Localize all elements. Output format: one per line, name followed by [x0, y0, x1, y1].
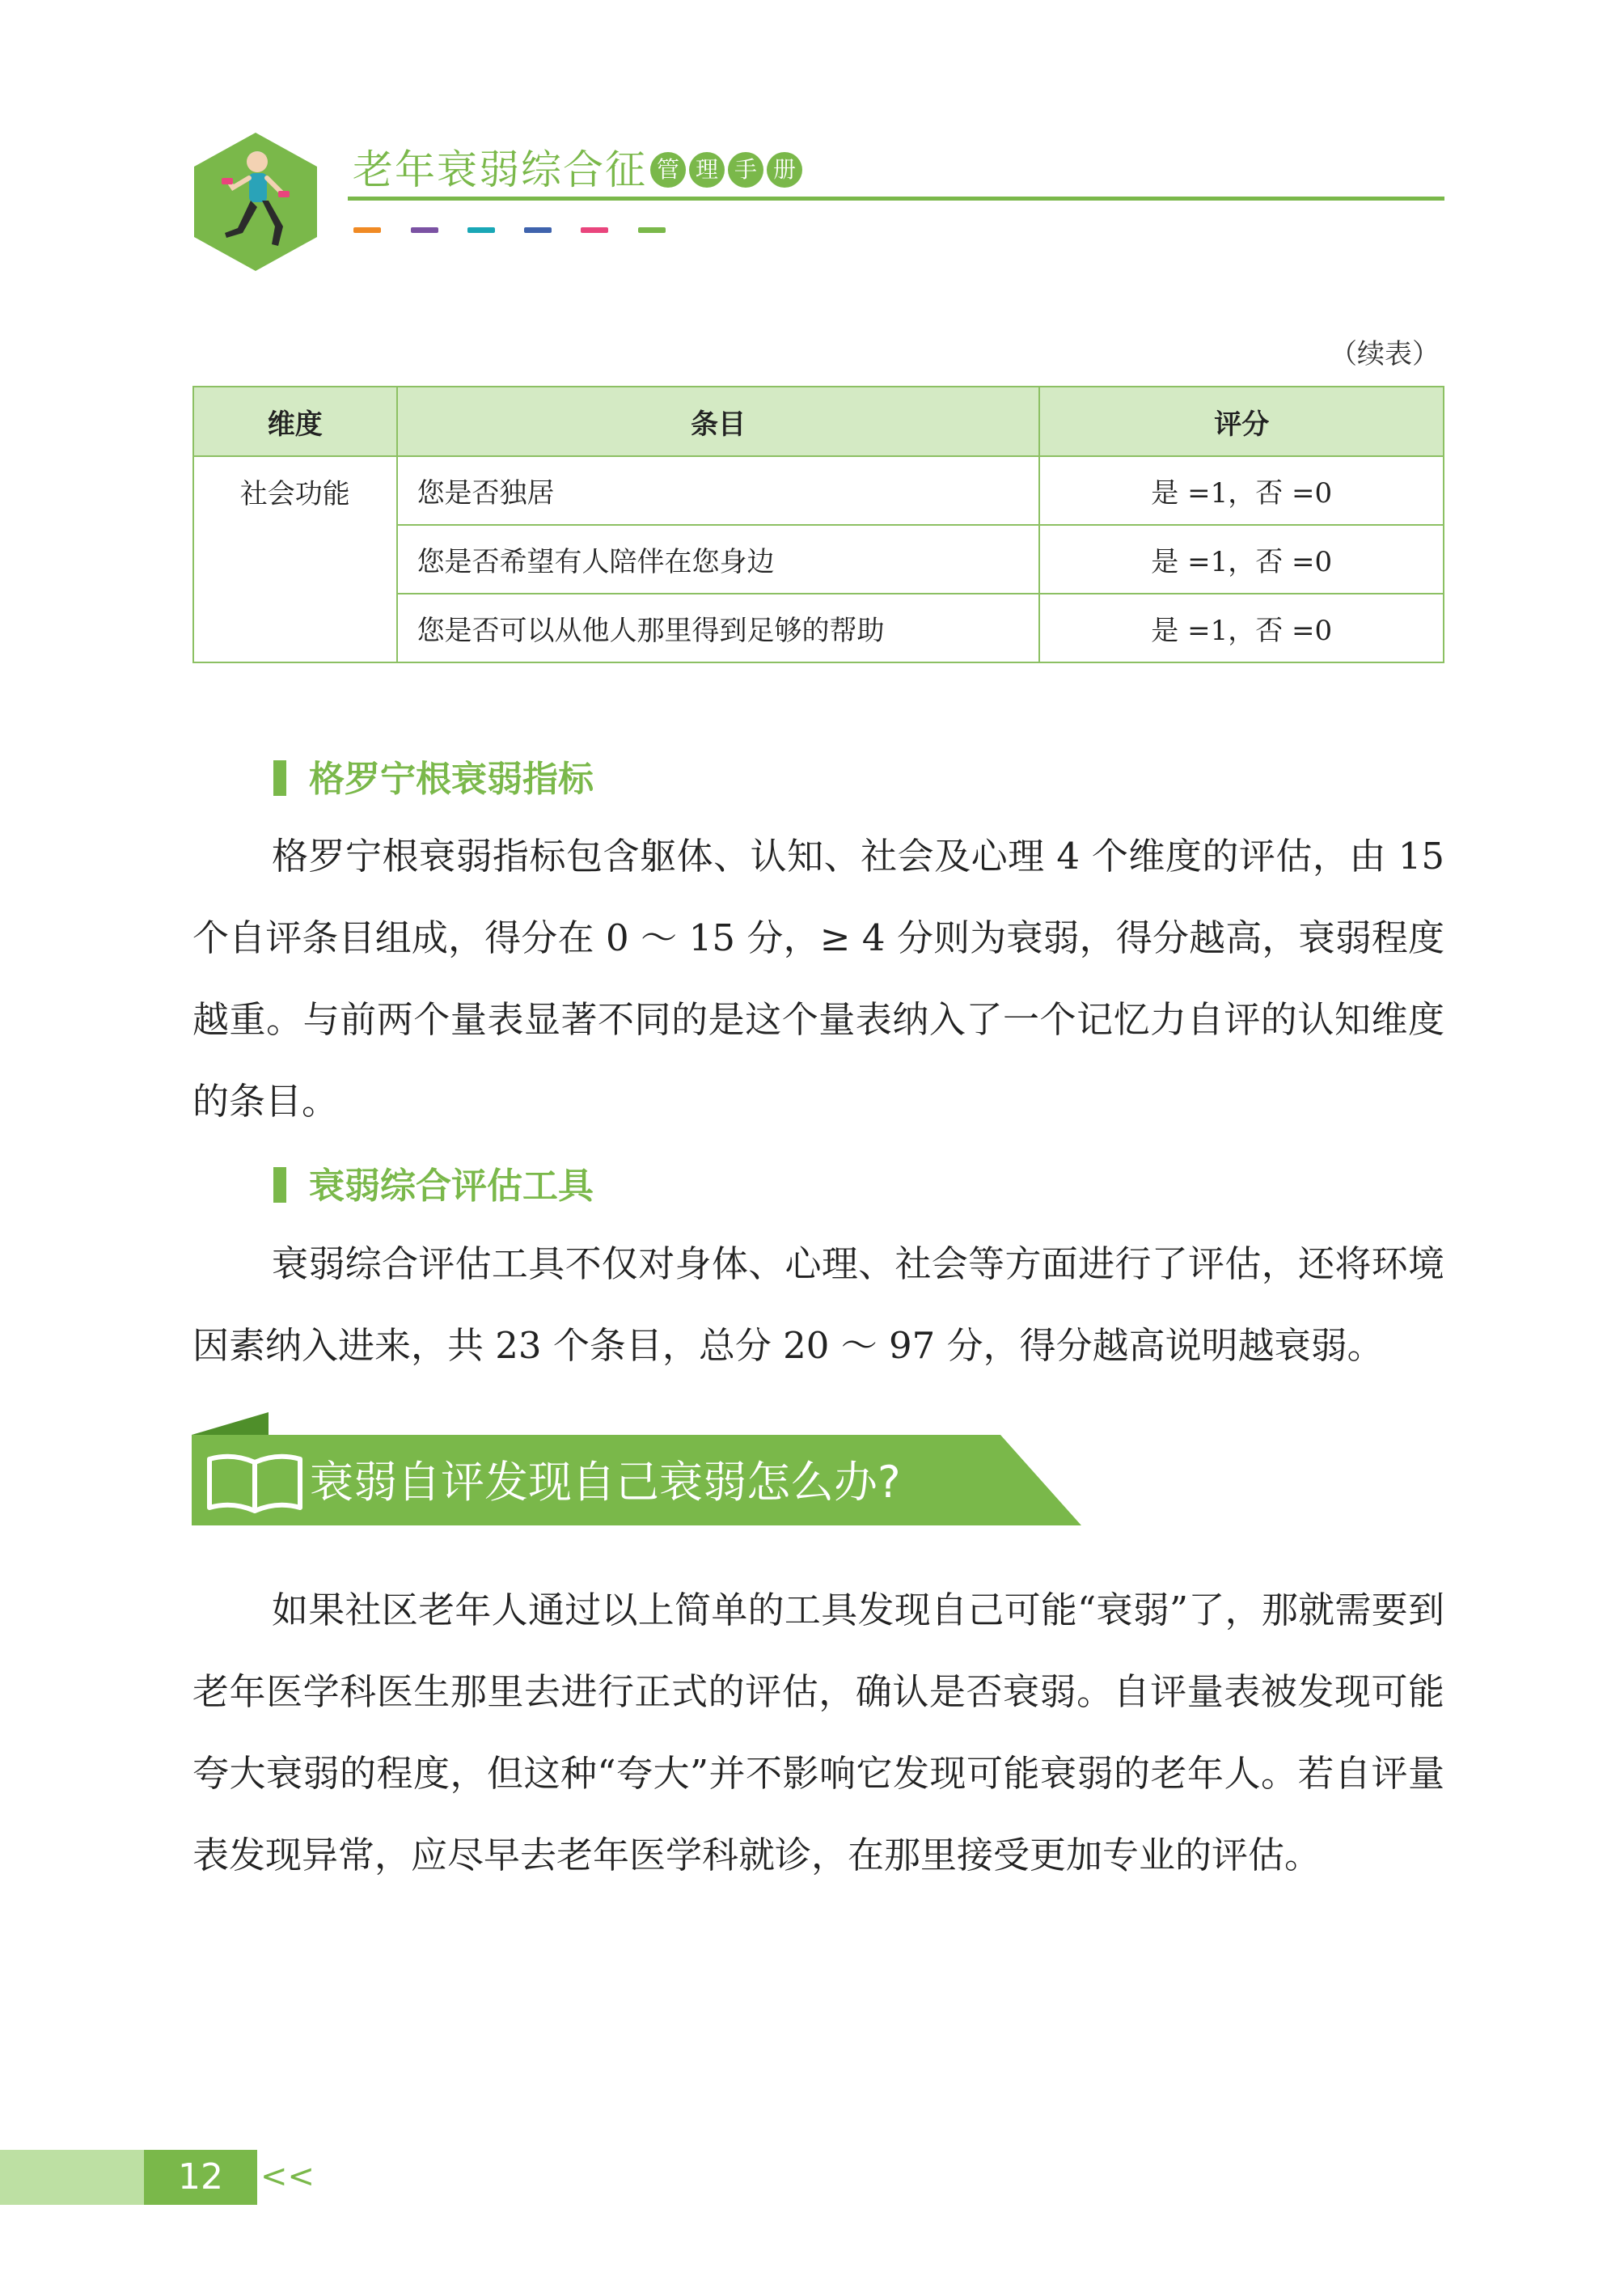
color-dash — [524, 227, 552, 233]
color-dash — [411, 227, 438, 233]
color-dash — [581, 227, 608, 233]
book-title-circle-char: 手 — [728, 152, 763, 188]
footer-bar-light — [0, 2150, 144, 2205]
section-paragraph: 衰弱综合评估工具不仅对身体、心理、社会等方面进行了评估，还将环境因素纳入进来，共 23 个条目，总分 20 ～ 97 分，得分越高说明越衰弱。 — [192, 1242, 1444, 1367]
banner-title: 衰弱自评发现自己衰弱怎么办? — [310, 1457, 901, 1508]
heading-bar-icon — [273, 760, 286, 796]
score-cell: 是 =1，否 =0 — [1039, 525, 1444, 594]
item-cell: 您是否可以从他人那里得到足够的帮助 — [397, 594, 1040, 662]
assessment-table — [192, 386, 1444, 663]
item-cell: 您是否希望有人陪伴在您身边 — [397, 525, 1040, 594]
book-title-circle-char: 理 — [689, 152, 725, 188]
score-cell: 是 =1，否 =0 — [1039, 594, 1444, 662]
color-dash — [467, 227, 495, 233]
table-header-row — [193, 387, 1444, 456]
book-title-main: 老年衰弱综合征 — [353, 146, 647, 193]
section-heading-text: 格罗宁根衰弱指标 — [309, 759, 594, 800]
book-title — [353, 137, 802, 196]
column-header-score: 评分 — [1039, 387, 1444, 456]
continued-label: （续表） — [1330, 338, 1440, 370]
section-heading — [273, 750, 594, 802]
color-dash — [353, 227, 381, 233]
section-paragraph: 格罗宁根衰弱指标包含躯体、认知、社会及心理 4 个维度的评估，由 15 个自评条目组成，得分在 0 ～ 15 分，≥ 4 分则为衰弱，得分越高，衰弱程度越重。与前两个量表显著不同的是这个量表纳入了一个记忆力自评的认知维度的条目。 — [192, 835, 1444, 1123]
dimension-cell: 社会功能 — [193, 456, 397, 662]
score-cell: 是 =1，否 =0 — [1039, 456, 1444, 525]
column-header-item: 条目 — [397, 387, 1040, 456]
section-heading-text: 衰弱综合评估工具 — [309, 1166, 594, 1207]
chevron-left-icon: << — [260, 2158, 315, 2195]
section-heading — [273, 1157, 594, 1208]
page-number: 12 — [178, 2156, 223, 2198]
final-paragraph: 如果社区老年人通过以上简单的工具发现自己可能“衰弱”了，那就需要到老年医学科医生那里去进行正式的评估，确认是否衰弱。自评量表被发现可能夸大衰弱的程度，但这种“夸大”并不影响它发现可能衰弱的老年人。若自评量表发现异常，应尽早去老年医学科就诊，在那里接受更加专业的评估。 — [192, 1589, 1444, 1876]
heading-bar-icon — [273, 1167, 286, 1203]
book-title-circle-char: 管 — [650, 152, 686, 188]
header-rule — [348, 197, 1444, 201]
runner-logo-icon — [191, 131, 320, 273]
item-cell: 您是否独居 — [397, 456, 1040, 525]
book-title-circle-char: 册 — [767, 152, 802, 188]
column-header-dimension: 维度 — [193, 387, 397, 456]
table-row — [193, 456, 1444, 525]
color-dash — [638, 227, 666, 233]
